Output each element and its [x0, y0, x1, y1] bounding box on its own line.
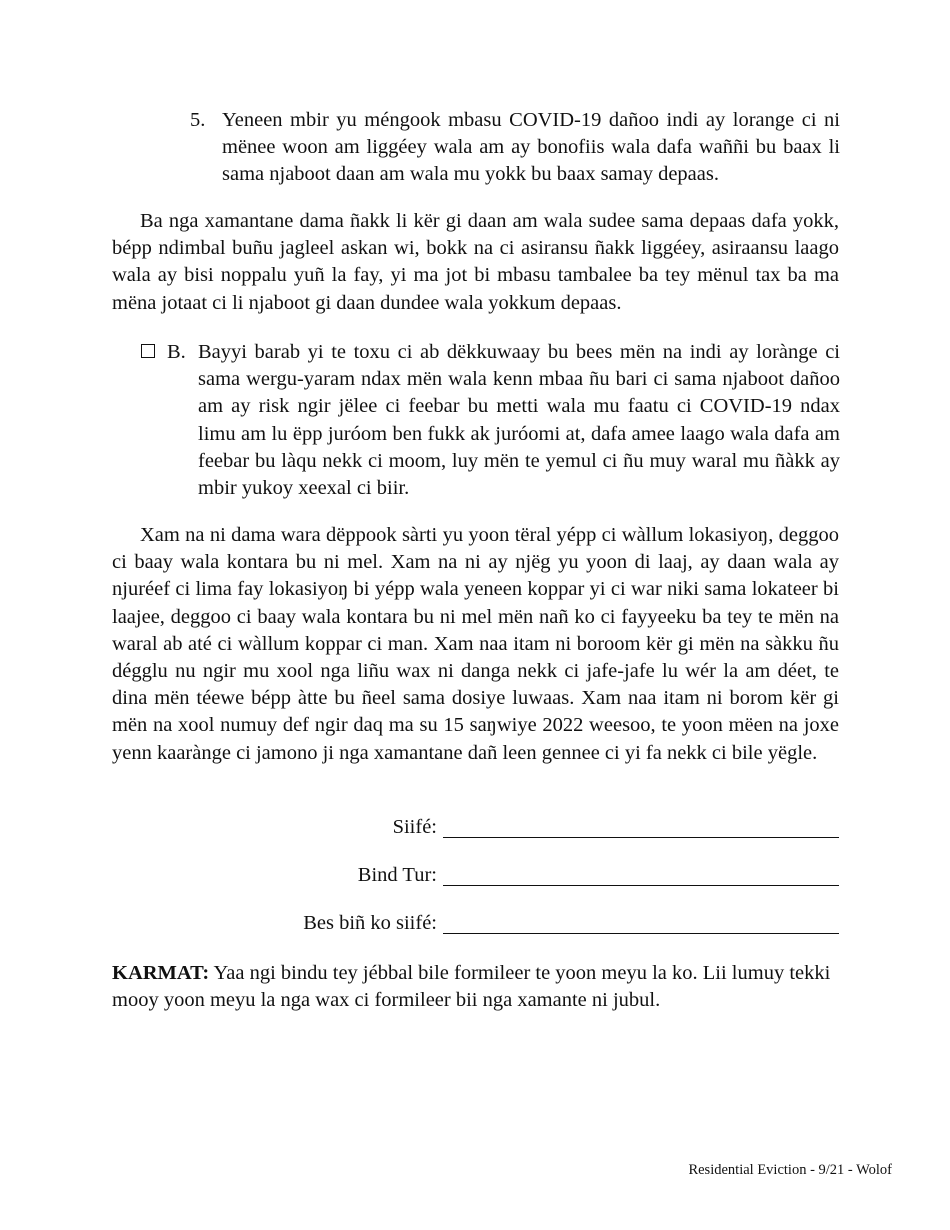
list-item-5 — [190, 107, 840, 189]
list-item-text: Yeneen mbir yu méngook mbasu COVID-19 dañoo indi ay lorange ci ni mënee woon am liggéey wala am ay bonofiis wala dafa waññi bu baax li sama njaboot daan am wala mu yokk bu baax samay depaas. — [222, 109, 840, 186]
date-signed-row — [112, 907, 839, 937]
signature-field[interactable] — [443, 815, 839, 838]
printed-name-row — [112, 859, 839, 889]
signature-label: Siifé: — [392, 816, 437, 838]
list-item-number: 5. — [190, 109, 206, 131]
option-b — [140, 339, 840, 502]
option-b-text: Bayyi barab yi te toxu ci ab dëkkuwaay bu bees mën na indi ay lorànge ci sama wergu-yaram ndax mën wala kenn mbaa ñu bari ci sama njaboot dañoo am ay risk ngir jëlee ci feebar bu metti wala mu faatu ci COVID-19 ndax limu am lu ëpp juróom ben fukk ak juróomi at, dafa amee laago wala dafa am feebar bu làqu nekk ci moom, luy mën te yemul ci ñu muy waral mu ñàkk ay mbir yukoy xeexal ci biir. — [198, 341, 840, 500]
note-label: KARMAT: — [112, 962, 210, 984]
date-signed-label: Bes biñ ko siifé: — [303, 912, 437, 934]
printed-name-label: Bind Tur: — [357, 864, 437, 886]
note-paragraph — [112, 960, 839, 1014]
paragraph-obligations: Xam na ni dama wara dëppook sàrti yu yoon tëral yépp ci wàllum lokasiyoŋ, deggoo ci baay wala kontara bu ni mel. Xam na ni ay njëg yu yoon di laaj, ay daan wala ay njuréef ci lima fay lokasiyoŋ bi yépp wala yeneen koppar yi ci war niki sama lokateer bi laajee, deggoo ci baay wala kontara bu ni mel mën nañ ko ci fayyeeku ba tey te mën na waral ab até ci wàllum koppar ci man. Xam naa itam ni boroom kër gi mën na sàkku ñu dégglu nu ngir mu xool nga liñu wax ni danga nekk ci jafe-jafe lu wér la am déet, te dina mën téewe bépp àtte bu ñeel sama dosiye luwaas. Xam naa itam ni borom kër gi mën na xool numuy def ngir daq ma su 15 saŋwiye 2022 weesoo, te yoon mëen na joxe yenn kaarànge ci jamono ji nga xamantane dañ leen gennee ci yi fa nekk ci bile yëgle. — [112, 524, 839, 764]
paragraph-income-loss: Ba nga xamantane dama ñakk li kër gi daan am wala sudee sama depaas dafa yokk, bépp ndimbal buñu jagleel askan wi, bokk na ci asiransu ñakk liggéey, asiraansu laago wala ay bisi noppalu yuñ la fay, yi ma jot bi mbasu tambalee ba tey mënul tax ba ma mëna jotaat ci li njaboot gi daan dundee wala yokkum depaas. — [112, 210, 839, 314]
signature-row — [112, 811, 839, 841]
option-b-checkbox[interactable] — [141, 344, 155, 358]
note-text: Yaa ngi bindu tey jébbal bile formileer te yoon meyu la ko. Lii lumuy tekki mooy yoon meyu la nga wax ci formileer bii nga xamante ni jubul. — [112, 962, 831, 1012]
date-signed-field[interactable] — [443, 911, 839, 934]
printed-name-field[interactable] — [443, 863, 839, 886]
option-b-letter: B. — [167, 341, 186, 363]
page-footer: Residential Eviction - 9/21 - Wolof — [688, 1162, 892, 1178]
